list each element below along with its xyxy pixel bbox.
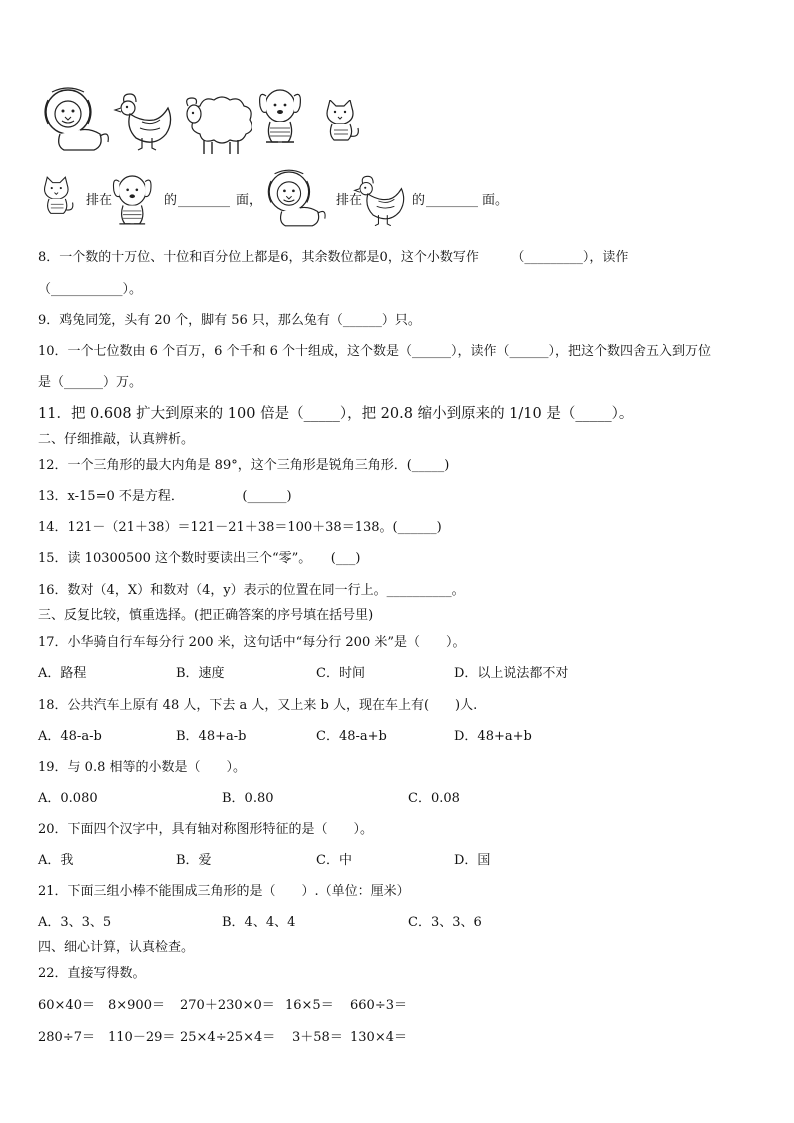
q17-option-b[interactable]: B．速度: [176, 666, 225, 681]
q19-option-a[interactable]: A．0.080: [38, 791, 98, 806]
q18-option-d[interactable]: D．48+a+b: [454, 729, 532, 744]
cat-picture-small: [40, 176, 78, 220]
hen-picture-small: [352, 174, 412, 228]
calc-item: 8×900＝: [108, 998, 165, 1013]
q17-option-d[interactable]: D．以上说法都不对: [454, 666, 569, 681]
section-2-heading: 二、仔细推敲，认真辨析。: [38, 432, 195, 447]
sheep-picture: [186, 96, 252, 156]
q20-option-d[interactable]: D．国: [454, 853, 491, 868]
question-20: 20．下面四个汉字中，具有轴对称图形特征的是（ ）。: [38, 822, 374, 837]
intro-blank-2[interactable]: ________: [426, 193, 478, 208]
q19-option-c[interactable]: C．0.08: [408, 791, 460, 806]
lion-picture-small: [262, 168, 332, 228]
q20-option-b[interactable]: B．爱: [176, 853, 212, 868]
intro-ranked-label-2: 排在: [336, 193, 363, 208]
question-10-line-2: 是（______）万。: [38, 375, 143, 390]
q21-option-b[interactable]: B．4、4、4: [222, 915, 296, 930]
question-15: 15．读 10300500 这个数时要读出三个“零”。 (___): [38, 551, 361, 566]
section-4-heading: 四、细心计算，认真检查。: [38, 940, 195, 955]
lion-picture: [38, 86, 116, 152]
hen-picture: [112, 92, 180, 152]
intro-face-label-2: 面。: [482, 193, 509, 208]
section-3-heading: 三、反复比较，慎重选择。(把正确答案的序号填在括号里): [38, 608, 374, 623]
calc-item: 130×4＝: [350, 1030, 407, 1045]
question-17: 17．小华骑自行车每分行 200 米，这句话中“每分行 200 米”是（ ）。: [38, 635, 466, 650]
question-19: 19．与 0.8 相等的小数是（ ）。: [38, 760, 246, 775]
dog-picture-small: [112, 170, 158, 228]
q20-option-c[interactable]: C．中: [316, 853, 352, 868]
question-11: 11．把 0.608 扩大到原来的 100 倍是（_____），把 20.8 缩小到原来的 1/10 是（_____）。: [38, 406, 634, 422]
question-12: 12．一个三角形的最大内角是 89°，这个三角形是锐角三角形．(_____): [38, 458, 450, 473]
question-22: 22．直接写得数。: [38, 966, 146, 981]
calc-item: 110－29＝: [108, 1030, 176, 1045]
q18-option-c[interactable]: C．48-a+b: [316, 729, 387, 744]
calc-item: 270＋230×0＝: [180, 998, 275, 1013]
calc-item: 280÷7＝: [38, 1030, 95, 1045]
intro-blank-1[interactable]: ________: [178, 193, 230, 208]
q21-option-a[interactable]: A．3、3、5: [38, 915, 112, 930]
q19-option-b[interactable]: B．0.80: [222, 791, 274, 806]
cat-picture: [322, 100, 364, 146]
calc-item: 16×5＝: [285, 998, 334, 1013]
q17-option-a[interactable]: A．路程: [38, 666, 87, 681]
question-9: 9．鸡兔同笼，头有 20 个，脚有 56 只，那么兔有（______）只。: [38, 313, 421, 328]
q18-option-a[interactable]: A．48-a-b: [38, 729, 102, 744]
q20-option-a[interactable]: A．我: [38, 853, 74, 868]
question-21: 21．下面三组小棒不能围成三角形的是（ ）.（单位：厘米）: [38, 884, 410, 899]
question-13: 13．x-15=0 不是方程． (______): [38, 489, 292, 504]
intro-face-label-1: 面，: [236, 193, 263, 208]
question-8-line-1: 8．一个数的十万位、十位和百分位上都是6，其余数位都是0，这个小数写作 （_________），读作: [38, 250, 629, 265]
dog-picture: [258, 84, 308, 146]
question-14: 14．121－（21＋38）＝121－21＋38＝100＋38＝138。(______): [38, 520, 442, 535]
question-10-line-1: 10．一个七位数由 6 个百万，6 个千和 6 个十组成，这个数是（______），读作（______），把这个数四舍五入到万位: [38, 344, 712, 359]
question-16: 16．数对（4，X）和数对（4，y）表示的位置在同一行上。__________。: [38, 583, 465, 598]
intro-of-label-1: 的: [164, 193, 178, 208]
intro-ranked-label-1: 排在: [86, 193, 113, 208]
intro-of-label-2: 的: [412, 193, 426, 208]
q17-option-c[interactable]: C．时间: [316, 666, 365, 681]
question-18: 18．公共汽车上原有 48 人，下去 a 人，又上来 b 人，现在车上有( )人.: [38, 698, 478, 713]
q21-option-c[interactable]: C．3、3、6: [408, 915, 482, 930]
calc-item: 3＋58＝: [292, 1030, 343, 1045]
q18-option-b[interactable]: B．48+a-b: [176, 729, 247, 744]
question-8-line-2: （___________）。: [38, 282, 143, 297]
calc-item: 25×4÷25×4＝: [180, 1030, 276, 1045]
calc-item: 60×40＝: [38, 998, 95, 1013]
calc-item: 660÷3＝: [350, 998, 407, 1013]
